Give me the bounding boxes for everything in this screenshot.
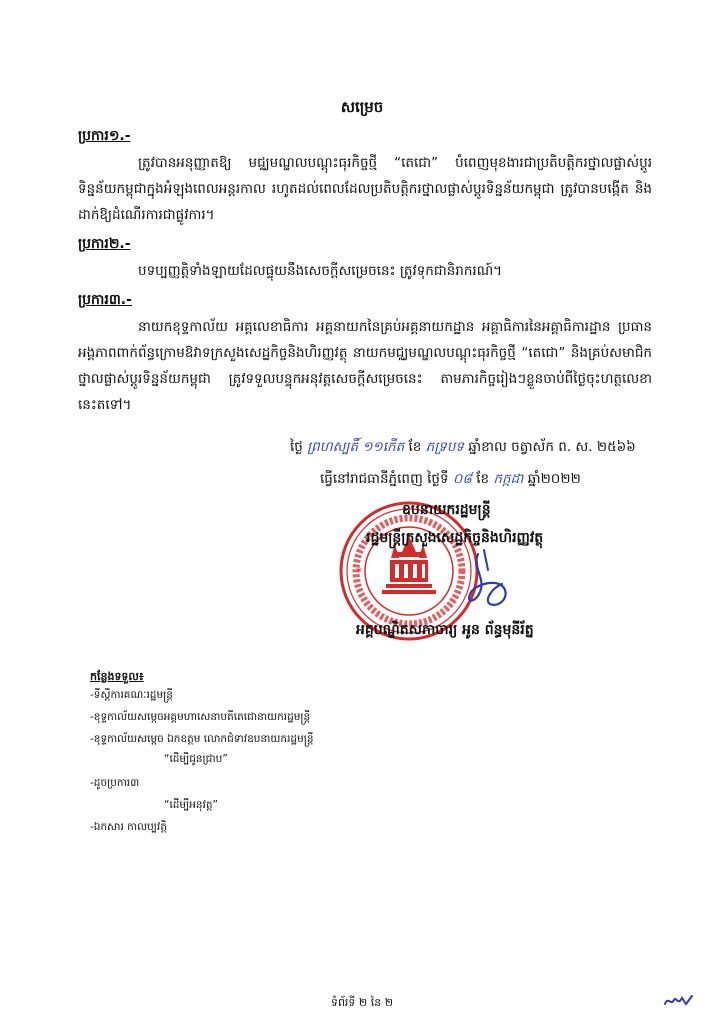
solar-date-day: ០៨: [452, 471, 472, 487]
article-2-heading: ប្រការ២.-: [78, 236, 131, 252]
recipient-note: “ដើម្បីអនុវត្ត”: [164, 799, 218, 811]
solar-date-suffix: ឆ្នាំ២០២២: [527, 471, 581, 487]
solar-date-prefix: ធ្វើនៅរាជធានីភ្នំពេញ ថ្ងៃទី: [320, 471, 449, 487]
lunar-date-middle: ខែ: [408, 439, 422, 455]
article-2-text: បទប្បញ្ញត្តិទាំងឡាយដែលផ្ទុយនឹងសេចក្តីសម្រេចនេះ ត្រូវទុកជានិរាករណ៍។: [138, 263, 503, 279]
lunar-date-line: [290, 434, 690, 460]
recipient-item: -ឯកសារ កាលប្បវត្តិ: [90, 821, 167, 833]
recipient-item: -ទីស្តីការគណៈរដ្ឋមន្ត្រី: [90, 689, 173, 701]
article-3-text: នាយកខុទ្ទកាល័យ អគ្គលេខាធិការ អគ្គនាយកនៃគ្រប់អគ្គនាយកដ្ឋាន អគ្គាធិការនៃអគ្គាធិការដ្ឋាន ប្រធានអង្គភាពពាក់ព័ន្ធក្រោមឱវាទក្រសួងសេដ្ឋកិច្ចនិងហិរញ្ញវត្ថុ នាយកមជ្ឈមណ្ឌលបណ្តុះធុរកិច្ចថ្មី “តេជោ” និងគ្រប់សមាជិកថ្នាលផ្លាស់ប្តូរទិន្នន័យកម្ពុជា ត្រូវទទួលបន្ទុកអនុវត្តសេចក្តីសម្រេចនេះ តាមភារកិច្ចរៀងៗខ្លួនចាប់ពីថ្ងៃចុះហត្ថលេខានេះតទៅ។: [78, 319, 652, 413]
document-title: សម្រេច: [340, 98, 384, 116]
initials-mark-icon: [662, 990, 698, 1010]
solar-date-line: [320, 466, 720, 492]
solar-date-month: កក្កដា: [493, 471, 524, 487]
article-3-heading: ប្រការ៣.-: [78, 292, 132, 308]
recipients-heading: កន្លែងទទួល៖: [90, 670, 144, 683]
lunar-date-prefix: ថ្ងៃ: [290, 439, 303, 455]
page-number: ទំព័រទី ២ នៃ ២: [330, 996, 394, 1009]
lunar-date-handwritten: ព្រហស្បតិ៍ ១១កើត: [307, 439, 405, 455]
lunar-date-handwritten-month: ភទ្របទ: [425, 439, 464, 455]
article-1-text: ត្រូវបានអនុញ្ញាតឱ្យ មជ្ឈមណ្ឌលបណ្តុះធុរកិច្ចថ្មី “តេជោ” បំពេញមុខងារជាប្រតិបត្តិករថ្នាលផ្លាស់ប្តូរទិន្នន័យកម្ពុជាក្នុងអំឡុងពេលអន្តរកាល រហូតដល់ពេលដែលប្រតិបត្តិករថ្នាលផ្លាស់ប្តូរទិន្នន័យកម្ពុជា ត្រូវបានបង្កើត និងដាក់ឱ្យដំណើរការជាផ្លូវការ។: [78, 155, 652, 223]
signatory-title-1: ឧបនាយករដ្ឋមន្ត្រី: [402, 502, 491, 518]
recipient-item: -ដូចប្រការ៣: [90, 777, 140, 789]
handwritten-signature-icon: [458, 548, 518, 614]
article-1-heading: ប្រការ១.-: [78, 128, 131, 144]
signatory-title-2: រដ្ឋមន្ត្រីក្រសួងសេដ្ឋកិច្ចនិងហិរញ្ញវត្ថុ: [366, 530, 544, 546]
lunar-date-suffix: ឆ្នាំខាល ចត្វាស័ក ព. ស. ២៥៦៦: [468, 439, 636, 455]
signatory-name: អគ្គបណ្ឌិតសភាចារ្យ អូន ព័ន្ធមុនីរ័ត្ន: [356, 622, 534, 638]
svg-text:*: *: [356, 565, 362, 579]
recipient-item: -ខុទ្ទកាល័យសម្តេចអគ្គមហាសេនាបតីតេជោនាយករដ្ឋមន្ត្រី: [90, 711, 311, 723]
recipient-note: “ដើម្បីជូនជ្រាប”: [164, 753, 228, 765]
solar-date-middle: ខែ: [476, 471, 490, 487]
recipient-item: -ខុទ្ទកាល័យសម្តេច ឯកឧត្តម លោកជំទាវឧបនាយករដ្ឋមន្ត្រី: [90, 733, 314, 745]
